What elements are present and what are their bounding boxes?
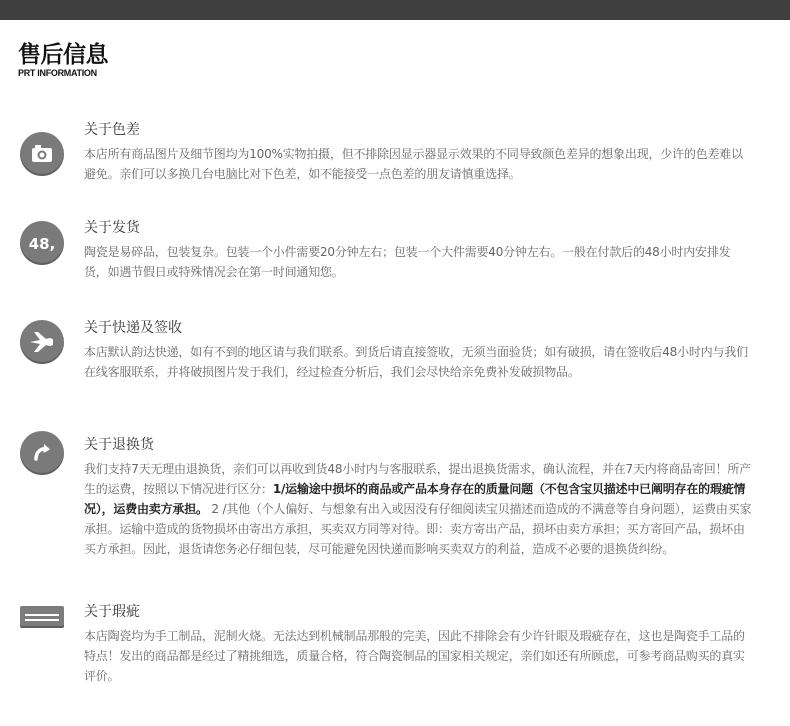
section-flaws (20, 603, 770, 683)
returns-body-highlight: 1/运输途中损坏的商品或产品本身存在的质量问题（不包含宝贝描述中已阐明存在的瑕疵情况），运费由卖方承担。 (84, 482, 746, 516)
section-body: 本店默认韵达快递，如有不到的地区请与我们联系。到货后请直接签收，无须当面验货；如有破损，请在签收后48小时内与我们在线客服联系，并将破损图片发于我们，经过检查分析后，我们会尽快给亲免费补发破损物品。 (84, 345, 748, 379)
section-title: 关于快递及签收 (84, 320, 182, 336)
section-delivery (20, 319, 770, 399)
48-hours-icon (20, 221, 64, 265)
section-title: 关于色差 (84, 122, 140, 138)
section-returns (20, 436, 770, 576)
section-body: 陶瓷是易碎品，包装复杂。包装一个小件需要20分钟左右；包装一个大件需要40分钟左右。一般在付款后的48小时内安排发货，如遇节假日或特殊情况会在第一时间通知您。 (84, 245, 731, 279)
flaw-icon (20, 606, 64, 628)
page-title: 售后信息 (18, 42, 108, 68)
section-body (84, 459, 752, 559)
section-color-difference (20, 121, 770, 181)
camera-icon (20, 132, 64, 176)
48-hours-icon-text: 48, (28, 235, 56, 253)
section-title: 关于发货 (84, 220, 140, 236)
section-title: 关于瑕疵 (84, 604, 140, 620)
page-subtitle: PRT INFORMATION (18, 68, 97, 78)
page-header (18, 42, 108, 78)
airplane-icon (20, 320, 64, 364)
top-bar (0, 0, 790, 20)
return-arrow-icon (20, 431, 64, 475)
section-body: 本店所有商品图片及细节图均为100%实物拍摄，但不排除因显示器显示效果的不同导致颜色差异的想象出现，少许的色差难以避免。亲们可以多换几台电脑比对下色差，如不能接受一点色差的朋友请慎重选择。 (84, 147, 743, 181)
section-body: 本店陶瓷均为手工制品，泥制火烧。无法达到机械制品那般的完美，因此不排除会有少许针眼及瑕疵存在，这也是陶瓷手工品的特点！发出的商品都是经过了精挑细选，质量合格，符合陶瓷制品的国家相关规定，亲们如还有所顾虑，可参考商品购买的真实评价。 (84, 629, 745, 683)
section-shipping (20, 219, 770, 279)
returns-body-rest: 2 /其他（个人偏好、与想象有出入或因没有仔细阅读宝贝描述而造成的不满意等自身问题），运费由买家承担。运输中造成的货物损坏由寄出方承担，买卖双方同等对待。即：卖方寄出产品，损坏由卖方承担；买方寄回产品，损坏由买方承担。因此，退货请您务必仔细包装，尽可能避免因快递而影响买卖双方的利益，造成不必要的退换货纠纷。 (84, 502, 752, 556)
returns-body-intro: 我们支持7天无理由退换货，亲们可以再收到货48小时内与客服联系，提出退换货需求，确认流程，并在7天内将商品寄回！所产生的运费，按照以下情况进行区分： (84, 462, 751, 496)
section-title: 关于退换货 (84, 437, 154, 453)
